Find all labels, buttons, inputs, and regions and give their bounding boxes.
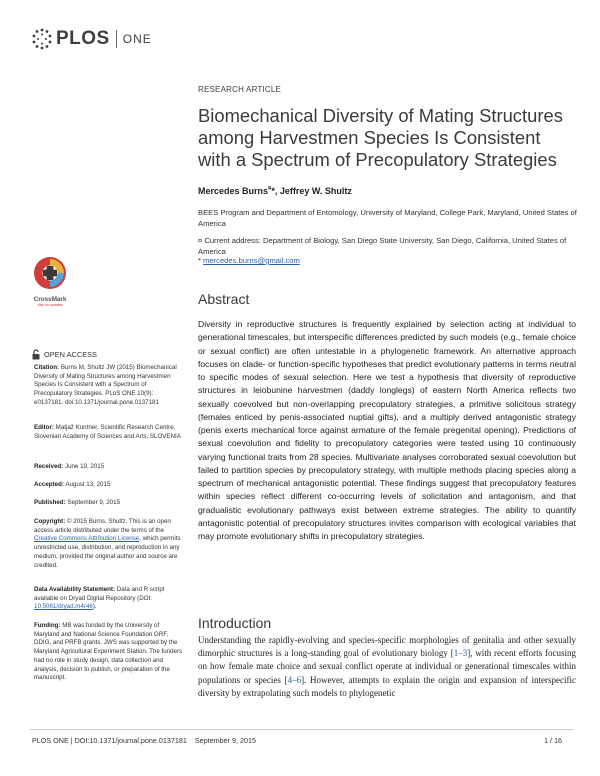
brand-name: PLOS: [56, 28, 110, 49]
accepted-label: Accepted:: [34, 481, 64, 488]
open-access-badge: [32, 349, 97, 360]
article-type: RESEARCH ARTICLE: [198, 85, 282, 94]
data-availability-text-1: Data and R script available on Dryad Digital Repository (DOI:: [34, 586, 165, 602]
plos-one-logo[interactable]: [30, 26, 152, 52]
author-1[interactable]: Mercedes Burns: [198, 186, 269, 196]
author-1-address-mark: ¤: [268, 186, 272, 192]
funding-label: Funding:: [34, 622, 61, 629]
footer-divider: [30, 729, 574, 730]
intro-text-part-3: ]. However, attempts to explain the origin and expansion of interspecific diversity by extrapolating such models to phylogenetic: [198, 674, 577, 698]
page-number: 1 / 16: [544, 736, 562, 745]
open-lock-icon: [32, 349, 40, 360]
license-link[interactable]: Creative Commons Attribution License: [34, 535, 140, 543]
data-availability-block: [34, 586, 184, 612]
published-label: Published:: [34, 499, 66, 506]
open-access-label: OPEN ACCESS: [44, 350, 97, 359]
email-link[interactable]: mercedes.burns@gmail.com: [203, 256, 300, 265]
accepted-block: [34, 481, 184, 490]
data-availability-label: Data Availability Statement:: [34, 586, 116, 593]
funding-block: [34, 622, 184, 683]
footer-citation: PLOS ONE | DOI:10.1371/journal.pone.0137181 September 9, 2015: [32, 736, 257, 745]
dryad-doi-link[interactable]: 10.5061/dryad.m4r46: [34, 603, 93, 611]
editor-label: Editor:: [34, 424, 54, 431]
introduction-text: [198, 634, 576, 700]
corresponding-email: [198, 256, 300, 265]
plos-logo-icon: [30, 27, 54, 51]
author-2[interactable]: Jeffrey W. Shultz: [279, 186, 352, 196]
author-1-corresponding-mark: *: [271, 186, 275, 196]
accepted-date: August 13, 2015: [65, 481, 111, 488]
published-date: September 9, 2015: [67, 499, 121, 506]
citation-link-1-3[interactable]: 1–3: [453, 648, 468, 659]
published-block: [34, 499, 184, 508]
journal-name: ONE: [122, 32, 152, 46]
editor-text: Matjaž Kuntner, Scientific Research Centre, Slovenian Academy of Sciences and Arts, SLOVENIA: [34, 424, 181, 440]
received-block: [34, 463, 184, 472]
copyright-label: Copyright:: [34, 518, 66, 525]
received-label: Received:: [34, 463, 64, 470]
intro-text-part-2: ], with recent efforts focusing on how female mate choice and sexual conflict operate at individual or generational timescales within populations or species [: [198, 648, 576, 685]
crossmark-badge[interactable]: [32, 256, 68, 307]
email-prefix: *: [198, 256, 204, 265]
author-list: [198, 186, 352, 196]
crossmark-label: CrossMark: [33, 296, 67, 303]
abstract-text: Diversity in reproductive structures is frequently explained by selection acting at individual to generational timescales, but interspecific differences predicted by such models (e.g., female choice or sexual conflict) are often untestable in a phylogenetic framework. An alternative approach focuses on clade- or function-specific hypotheses that predict evolutionary patterns in terms neutral to specific modes of sexual selection. Here we test a hypothesis that diversity of reproductive structures in leiobunine harvestmen (daddy longlegs) of eastern North America reflects two sexually coevolved but non-overlapping precopulatory strategies, a primitive solicitous strategy (females enticed by penis-associated nuptial gifts), and a multiply derived antagonistic strategy (penis exerts mechanical force against armature of the female pregenital opening). Predictions of sexual coevolution and fidelity to precopulatory categories were tested using 10 continuously varying functional traits from 28 species. Multivariate analyses corroborated sexual coevolution but failed to partition species by precopulatory strategy, with multiple methods placing species along a spectrum of mechanical antagonistic potential. These findings suggest that precopulatory features within species reflect different co-occurring levels of solicitation and antagonism, and that gradualistic evolutionary pathways exist between extreme strategies. The ability to quantify antagonistic potential of precopulatory structures invites comparison with ecological variables that may promote evolutionary shifts in precopulatory strategies.: [198, 319, 576, 541]
author-separator: ,: [274, 186, 280, 196]
citation-link-4-6[interactable]: 4–6: [287, 674, 302, 685]
citation-block: [34, 364, 184, 408]
current-address: ¤ Current address: Department of Biology, San Diego State University, San Diego, California, United States of America: [198, 236, 567, 256]
editor-block: [34, 424, 184, 441]
received-date: June 19, 2015: [64, 463, 105, 470]
affiliation: BEES Program and Department of Entomology, University of Maryland, College Park, Maryland, United States of America: [198, 208, 577, 228]
intro-text-part-1: Understanding the rapidly-evolving and species-specific morphologies of genitalia and other sexually dimorphic structures is a long-standing goal of evolutionary biology [: [198, 635, 576, 659]
funding-text: MB was funded by the University of Maryland and National Science Foundation GRF, DDIG, and PRFB grants. JWS was supported by the Maryland Agricultural Experiment Station. The funders had no role in study design, data collection and analysis, decision to publish, or preparation of the manuscript.: [34, 622, 183, 682]
copyright-text-1: © 2015 Burns, Shultz. This is an open access article distributed under the terms of the: [34, 518, 171, 534]
citation-label: Citation:: [34, 364, 60, 371]
logo-divider: [116, 30, 117, 48]
abstract-heading: Abstract: [198, 291, 250, 307]
copyright-block: [34, 518, 184, 570]
article-title: Biomechanical Diversity of Mating Structures among Harvestmen Species Is Consistent with a Spectrum of Precopulatory Strategies: [198, 105, 563, 170]
citation-text: Burns M, Shultz JW (2015) Biomechanical Diversity of Mating Structures among Harvestmen Species Is Consistent with a Spectrum of Precopulatory Strategies. PLoS ONE 10(9): e0137181. doi:10.1371/journal.pone.0137181: [34, 364, 177, 406]
data-availability-text-2: ).: [92, 603, 97, 611]
copyright-text-2: , which permits unrestricted use, distribution, and reproduction in any medium, provided the original author and source are credited.: [34, 535, 181, 569]
introduction-heading: Introduction: [198, 615, 272, 631]
crossmark-sublabel: click for updates: [37, 303, 63, 307]
crossmark-icon: [33, 256, 67, 290]
